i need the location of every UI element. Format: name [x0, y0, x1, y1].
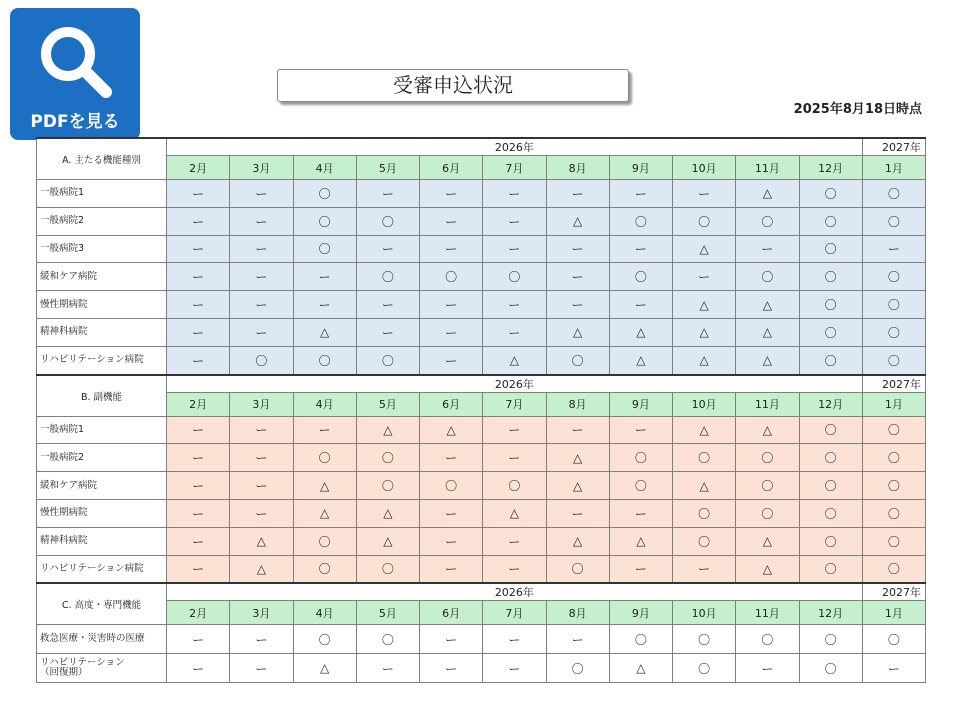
status-cell: ー: [356, 654, 419, 683]
status-cell: 〇: [862, 444, 925, 472]
status-cell: ー: [483, 291, 546, 319]
month-header: 8月: [546, 156, 609, 180]
month-header: 7月: [483, 392, 546, 416]
status-cell: ー: [546, 235, 609, 263]
status-cell: 〇: [673, 527, 736, 555]
status-cell: △: [546, 472, 609, 500]
year-label: 2027年: [862, 375, 925, 393]
status-cell: △: [736, 180, 799, 208]
status-cell: △: [736, 555, 799, 583]
view-pdf-button[interactable]: [10, 8, 140, 140]
row-label: 一般病院3: [37, 235, 167, 263]
status-cell: ー: [736, 235, 799, 263]
status-cell: ー: [230, 472, 293, 500]
view-pdf-label: PDFを見る: [30, 112, 120, 132]
status-cell: 〇: [293, 444, 356, 472]
status-cell: 〇: [546, 555, 609, 583]
status-cell: ー: [356, 318, 419, 346]
status-cell: ー: [167, 235, 230, 263]
year-header-row: [37, 138, 926, 156]
month-header: 4月: [293, 156, 356, 180]
month-header: 11月: [736, 392, 799, 416]
status-cell: ー: [862, 235, 925, 263]
status-cell: ー: [167, 472, 230, 500]
status-cell: ー: [420, 318, 483, 346]
status-cell: ー: [230, 207, 293, 235]
status-cell: ー: [420, 180, 483, 208]
table-row: [37, 444, 926, 472]
status-cell: ー: [230, 654, 293, 683]
status-cell: ー: [483, 318, 546, 346]
month-header: 9月: [609, 601, 672, 625]
status-cell: ー: [167, 180, 230, 208]
status-cell: ー: [420, 235, 483, 263]
table-row: [37, 555, 926, 583]
status-cell: 〇: [799, 346, 862, 374]
status-cell: 〇: [862, 555, 925, 583]
status-cell: △: [230, 555, 293, 583]
status-cell: ー: [420, 555, 483, 583]
row-label: 緩和ケア病院: [37, 472, 167, 500]
status-cell: 〇: [483, 263, 546, 291]
month-header: 2月: [167, 601, 230, 625]
status-cell: 〇: [799, 291, 862, 319]
status-cell: ー: [546, 291, 609, 319]
row-label: 慢性期病院: [37, 499, 167, 527]
status-cell: △: [609, 527, 672, 555]
status-cell: △: [546, 444, 609, 472]
table-row: [37, 625, 926, 654]
status-cell: △: [420, 416, 483, 444]
status-cell: 〇: [799, 654, 862, 683]
status-cell: ー: [483, 555, 546, 583]
row-label: 慢性期病院: [37, 291, 167, 319]
status-cell: △: [673, 346, 736, 374]
table-row: [37, 318, 926, 346]
status-cell: ー: [546, 625, 609, 654]
status-cell: 〇: [862, 318, 925, 346]
status-cell: ー: [609, 416, 672, 444]
status-cell: ー: [293, 263, 356, 291]
status-cell: △: [483, 499, 546, 527]
month-header: 4月: [293, 392, 356, 416]
month-header-row: [37, 156, 926, 180]
status-cell: ー: [736, 654, 799, 683]
status-cell: ー: [167, 346, 230, 374]
row-label: 一般病院2: [37, 444, 167, 472]
month-header: 3月: [230, 601, 293, 625]
status-cell: △: [673, 318, 736, 346]
status-cell: 〇: [673, 654, 736, 683]
month-header: 10月: [673, 601, 736, 625]
status-cell: ー: [167, 263, 230, 291]
status-cell: 〇: [230, 346, 293, 374]
status-cell: 〇: [609, 444, 672, 472]
status-cell: 〇: [609, 263, 672, 291]
month-header: 10月: [673, 392, 736, 416]
row-label: 精神科病院: [37, 527, 167, 555]
status-cell: ー: [420, 444, 483, 472]
month-header: 9月: [609, 156, 672, 180]
status-cell: 〇: [799, 472, 862, 500]
status-cell: 〇: [356, 263, 419, 291]
status-cell: ー: [167, 625, 230, 654]
status-cell: 〇: [356, 555, 419, 583]
month-header: 8月: [546, 601, 609, 625]
status-cell: 〇: [799, 527, 862, 555]
row-label: 救急医療・災害時の医療: [37, 625, 167, 654]
status-cell: 〇: [862, 472, 925, 500]
status-cell: ー: [420, 527, 483, 555]
status-cell: 〇: [862, 207, 925, 235]
status-cell: ー: [673, 180, 736, 208]
status-cell: ー: [420, 625, 483, 654]
status-cell: ー: [356, 291, 419, 319]
status-cell: ー: [483, 625, 546, 654]
year-label: 2026年: [167, 138, 863, 156]
status-cell: 〇: [356, 444, 419, 472]
status-cell: 〇: [293, 527, 356, 555]
status-cell: 〇: [609, 625, 672, 654]
status-cell: △: [356, 499, 419, 527]
month-header: 2月: [167, 156, 230, 180]
status-cell: ー: [167, 499, 230, 527]
status-cell: ー: [420, 207, 483, 235]
status-cell: 〇: [799, 235, 862, 263]
status-cell: 〇: [293, 625, 356, 654]
month-header: 10月: [673, 156, 736, 180]
status-cell: ー: [230, 235, 293, 263]
status-cell: 〇: [799, 180, 862, 208]
status-cell: ー: [420, 346, 483, 374]
status-cell: 〇: [799, 207, 862, 235]
status-cell: 〇: [356, 625, 419, 654]
status-cell: ー: [420, 291, 483, 319]
table-row: [37, 654, 926, 683]
status-cell: 〇: [862, 527, 925, 555]
status-cell: 〇: [293, 555, 356, 583]
row-label: リハビリテーション病院: [37, 555, 167, 583]
status-cell: ー: [230, 263, 293, 291]
month-header: 8月: [546, 392, 609, 416]
status-cell: 〇: [546, 346, 609, 374]
month-header: 5月: [356, 392, 419, 416]
status-cell: 〇: [736, 472, 799, 500]
status-cell: ー: [230, 318, 293, 346]
status-cell: ー: [167, 291, 230, 319]
year-label: 2027年: [862, 583, 925, 601]
status-cell: △: [546, 207, 609, 235]
status-cell: ー: [546, 180, 609, 208]
month-header: 6月: [420, 392, 483, 416]
status-cell: △: [293, 472, 356, 500]
status-cell: 〇: [799, 416, 862, 444]
status-cell: △: [609, 346, 672, 374]
table-row: [37, 235, 926, 263]
status-cell: 〇: [546, 654, 609, 683]
status-cell: ー: [230, 180, 293, 208]
status-cell: 〇: [356, 472, 419, 500]
status-cell: △: [673, 472, 736, 500]
status-cell: 〇: [673, 625, 736, 654]
month-header: 12月: [799, 156, 862, 180]
status-cell: 〇: [736, 444, 799, 472]
status-cell: ー: [609, 499, 672, 527]
status-cell: ー: [609, 180, 672, 208]
status-cell: ー: [167, 416, 230, 444]
month-header: 6月: [420, 601, 483, 625]
status-cell: △: [609, 318, 672, 346]
status-cell: 〇: [736, 625, 799, 654]
year-label: 2026年: [167, 375, 863, 393]
status-cell: ー: [483, 527, 546, 555]
status-cell: 〇: [862, 346, 925, 374]
status-cell: 〇: [799, 625, 862, 654]
status-cell: 〇: [799, 444, 862, 472]
status-cell: ー: [230, 499, 293, 527]
month-header: 1月: [862, 156, 925, 180]
status-cell: 〇: [736, 263, 799, 291]
status-cell: 〇: [673, 499, 736, 527]
status-cell: ー: [862, 654, 925, 683]
status-cell: △: [293, 318, 356, 346]
status-cell: ー: [483, 416, 546, 444]
status-cell: △: [230, 527, 293, 555]
row-label: リハビリテーション （回復期）: [37, 654, 167, 683]
status-cell: 〇: [293, 235, 356, 263]
status-cell: ー: [230, 625, 293, 654]
status-cell: ー: [483, 207, 546, 235]
status-cell: 〇: [293, 346, 356, 374]
status-cell: 〇: [862, 625, 925, 654]
table-row: [37, 180, 926, 208]
status-cell: 〇: [736, 207, 799, 235]
status-cell: △: [546, 527, 609, 555]
status-cell: ー: [293, 416, 356, 444]
status-cell: ー: [167, 555, 230, 583]
as-of-date: 2025年8月18日時点: [793, 102, 922, 117]
status-cell: 〇: [609, 472, 672, 500]
year-header-row: [37, 375, 926, 393]
month-header: 9月: [609, 392, 672, 416]
row-label: リハビリテーション病院: [37, 346, 167, 374]
status-cell: 〇: [293, 207, 356, 235]
status-cell: ー: [293, 291, 356, 319]
status-cell: ー: [420, 499, 483, 527]
status-cell: ー: [230, 444, 293, 472]
status-cell: 〇: [673, 444, 736, 472]
status-cell: △: [546, 318, 609, 346]
status-cell: △: [673, 291, 736, 319]
status-cell: ー: [483, 444, 546, 472]
status-cell: ー: [230, 416, 293, 444]
month-header: 11月: [736, 601, 799, 625]
row-label: 一般病院2: [37, 207, 167, 235]
status-cell: 〇: [799, 318, 862, 346]
status-cell: △: [293, 654, 356, 683]
status-cell: 〇: [799, 555, 862, 583]
status-cell: ー: [356, 235, 419, 263]
magnifier-icon: [34, 20, 118, 104]
month-header: 1月: [862, 392, 925, 416]
status-cell: ー: [356, 180, 419, 208]
year-label: 2027年: [862, 138, 925, 156]
status-cell: △: [673, 235, 736, 263]
status-cell: ー: [546, 416, 609, 444]
status-cell: 〇: [356, 207, 419, 235]
year-header-row: [37, 583, 926, 601]
status-cell: ー: [167, 654, 230, 683]
table-row: [37, 207, 926, 235]
status-cell: 〇: [862, 180, 925, 208]
status-cell: ー: [609, 555, 672, 583]
status-cell: 〇: [862, 416, 925, 444]
row-label: 精神科病院: [37, 318, 167, 346]
month-header: 7月: [483, 601, 546, 625]
status-cell: △: [293, 499, 356, 527]
row-label: 緩和ケア病院: [37, 263, 167, 291]
table-row: [37, 472, 926, 500]
status-cell: △: [736, 318, 799, 346]
status-cell: △: [736, 291, 799, 319]
status-cell: △: [609, 654, 672, 683]
status-cell: 〇: [483, 472, 546, 500]
status-cell: △: [673, 416, 736, 444]
status-cell: 〇: [799, 263, 862, 291]
section-name: B. 副機能: [37, 375, 167, 417]
month-header: 5月: [356, 156, 419, 180]
month-header: 12月: [799, 392, 862, 416]
status-cell: ー: [546, 499, 609, 527]
month-header: 12月: [799, 601, 862, 625]
status-cell: ー: [167, 207, 230, 235]
month-header: 11月: [736, 156, 799, 180]
table-row: [37, 499, 926, 527]
status-cell: △: [736, 346, 799, 374]
application-status-table: [36, 137, 926, 683]
table-row: [37, 291, 926, 319]
status-cell: △: [736, 416, 799, 444]
status-cell: △: [356, 527, 419, 555]
status-cell: 〇: [420, 263, 483, 291]
month-header: 6月: [420, 156, 483, 180]
status-cell: ー: [673, 555, 736, 583]
status-cell: △: [356, 416, 419, 444]
status-cell: ー: [483, 235, 546, 263]
status-cell: ー: [483, 180, 546, 208]
month-header: 5月: [356, 601, 419, 625]
row-label: 一般病院1: [37, 416, 167, 444]
status-cell: ー: [420, 654, 483, 683]
status-cell: ー: [230, 291, 293, 319]
status-cell: 〇: [293, 180, 356, 208]
status-cell: ー: [167, 527, 230, 555]
section-name: C. 高度・専門機能: [37, 583, 167, 625]
status-cell: 〇: [736, 499, 799, 527]
status-cell: ー: [483, 654, 546, 683]
month-header: 4月: [293, 601, 356, 625]
table-row: [37, 416, 926, 444]
month-header: 3月: [230, 392, 293, 416]
month-header: 3月: [230, 156, 293, 180]
section-name: A. 主たる機能種別: [37, 138, 167, 180]
table-row: [37, 263, 926, 291]
status-cell: 〇: [356, 346, 419, 374]
status-cell: ー: [167, 444, 230, 472]
row-label: 一般病院1: [37, 180, 167, 208]
status-cell: ー: [167, 318, 230, 346]
month-header: 7月: [483, 156, 546, 180]
month-header: 1月: [862, 601, 925, 625]
status-cell: ー: [546, 263, 609, 291]
year-label: 2026年: [167, 583, 863, 601]
status-cell: ー: [673, 263, 736, 291]
status-cell: 〇: [862, 291, 925, 319]
table-row: [37, 346, 926, 374]
month-header-row: [37, 601, 926, 625]
page-title: 受審申込状況: [277, 69, 629, 102]
status-cell: 〇: [862, 263, 925, 291]
month-header: 2月: [167, 392, 230, 416]
table-row: [37, 527, 926, 555]
status-cell: 〇: [420, 472, 483, 500]
status-cell: 〇: [862, 499, 925, 527]
status-cell: △: [736, 527, 799, 555]
month-header-row: [37, 392, 926, 416]
status-cell: 〇: [799, 499, 862, 527]
status-cell: ー: [609, 291, 672, 319]
status-cell: ー: [609, 235, 672, 263]
status-cell: △: [483, 346, 546, 374]
status-cell: 〇: [609, 207, 672, 235]
status-cell: 〇: [673, 207, 736, 235]
